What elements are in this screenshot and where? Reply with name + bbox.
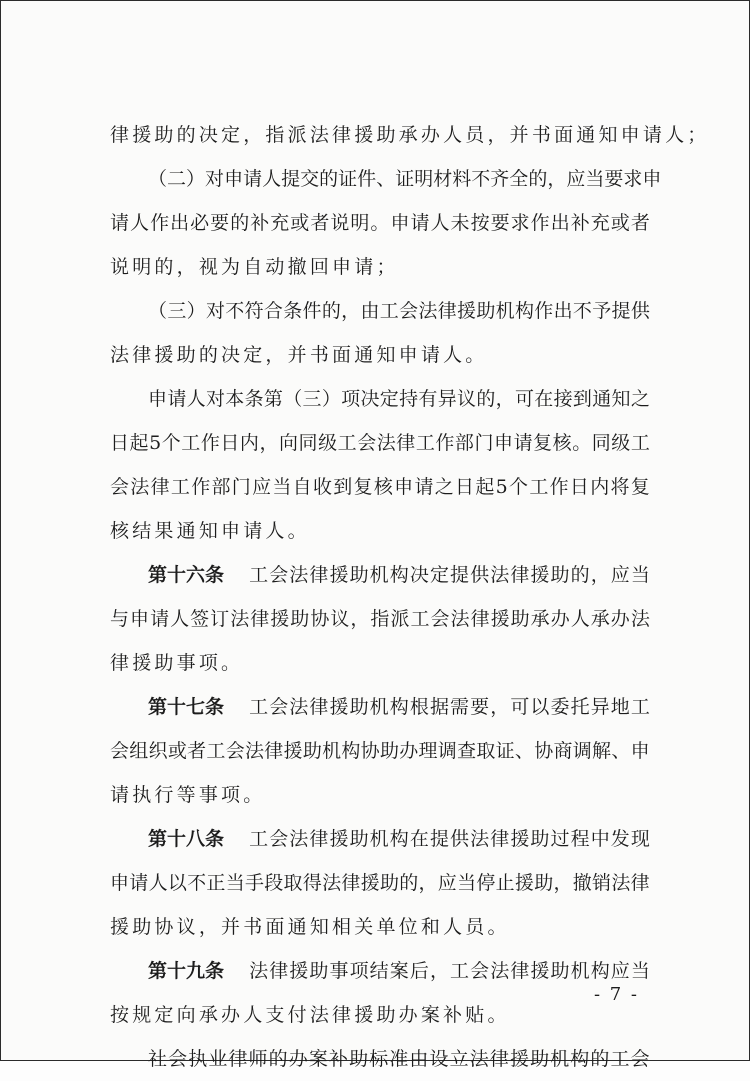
text-line: 第十九条 法 律 援 助 事 项 结 案 后 ， 工 会 法 律 援 助 机 构 应 当 xyxy=(110,949,650,993)
text-line: 请 执 行 等 事 项 。 xyxy=(110,784,263,806)
text-line: 法 律 援 助 的 决 定 ， 并 书 面 通 知 申 请 人 。 xyxy=(110,344,485,366)
text-line: 说 明 的 ， 视 为 自 动 撤 回 申 请 ； xyxy=(110,256,396,278)
text-line: 第十七条 工 会 法 律 援 助 机 构 根 据 需 要 ， 可 以 委 托 异 地 工 xyxy=(110,685,650,729)
text-line: 核 结 果 通 知 申 请 人 。 xyxy=(110,520,307,542)
paragraph xyxy=(110,377,650,553)
paragraph xyxy=(110,1037,650,1081)
paragraph xyxy=(110,289,650,377)
text-line: 按 规 定 向 承 办 人 支 付 法 律 援 助 办 案 补 贴 。 xyxy=(110,1004,507,1026)
text-line: 日 起 5 个 工 作 日 内 ， 向 同 级 工 会 法 律 工 作 部 门 申 请 复 核 。 同 级 工 xyxy=(110,432,650,454)
document-body xyxy=(110,113,707,1081)
text-line: 请 人 作 出 必 要 的 补 充 或 者 说 明 。 申 请 人 未 按 要 求 作 出 补 充 或 者 xyxy=(110,212,650,234)
text-line: 申 请 人 以 不 正 当 手 段 取 得 法 律 援 助 的 ， 应 当 停 止 援 助 ， 撤 销 法 律 xyxy=(110,872,650,894)
page-number: - 7 - xyxy=(593,984,639,1005)
text-line: 律 援 助 的 决 定 ， 指 派 法 律 援 助 承 办 人 员 ， 并 书 面 通 知 申 请 人 ； xyxy=(110,124,707,146)
article-paragraph xyxy=(110,553,650,685)
text-line: 第十八条 工 会 法 律 援 助 机 构 在 提 供 法 律 援 助 过 程 中 发 现 xyxy=(110,817,650,861)
text-line: 援 助 协 议 ， 并 书 面 通 知 相 关 单 位 和 人 员 。 xyxy=(110,916,507,938)
article-number: 第十六条 xyxy=(148,564,225,586)
article-number: 第十八条 xyxy=(148,828,225,850)
text-line: 会 组 织 或 者 工 会 法 律 援 助 机 构 协 助 办 理 调 查 取 证 、 协 商 调 解 、 申 xyxy=(110,740,650,762)
article-paragraph xyxy=(110,685,650,817)
article-number: 第十七条 xyxy=(148,696,225,718)
article-paragraph xyxy=(110,817,650,949)
text-line: 社 会 执 业 律 师 的 办 案 补 助 标 准 由 设 立 法 律 援 助 机 构 的 工 会 xyxy=(148,1048,650,1070)
paragraph xyxy=(110,113,707,157)
text-line: 律 援 助 事 项 。 xyxy=(110,652,241,674)
paragraph xyxy=(110,157,662,289)
article-number: 第十九条 xyxy=(148,960,225,982)
text-line: （ 三 ） 对 不 符 合 条 件 的 ， 由 工 会 法 律 援 助 机 构 作 出 不 予 提 供 xyxy=(148,300,650,322)
text-line: 申 请 人 对 本 条 第 （ 三 ） 项 决 定 持 有 异 议 的 ， 可 在 接 到 通 知 之 xyxy=(148,388,650,410)
text-line: 与 申 请 人 签 订 法 律 援 助 协 议 ， 指 派 工 会 法 律 援 助 承 办 人 承 办 法 xyxy=(110,608,650,630)
article-paragraph xyxy=(110,949,650,1037)
text-line: 会 法 律 工 作 部 门 应 当 自 收 到 复 核 申 请 之 日 起 5 个 工 作 日 内 将 复 xyxy=(110,476,650,498)
text-line: （ 二 ） 对 申 请 人 提 交 的 证 件 、 证 明 材 料 不 齐 全 的 ， 应 当 要 求 申 xyxy=(148,168,662,190)
text-line: 第十六条 工 会 法 律 援 助 机 构 决 定 提 供 法 律 援 助 的 ， 应 当 xyxy=(110,553,650,597)
